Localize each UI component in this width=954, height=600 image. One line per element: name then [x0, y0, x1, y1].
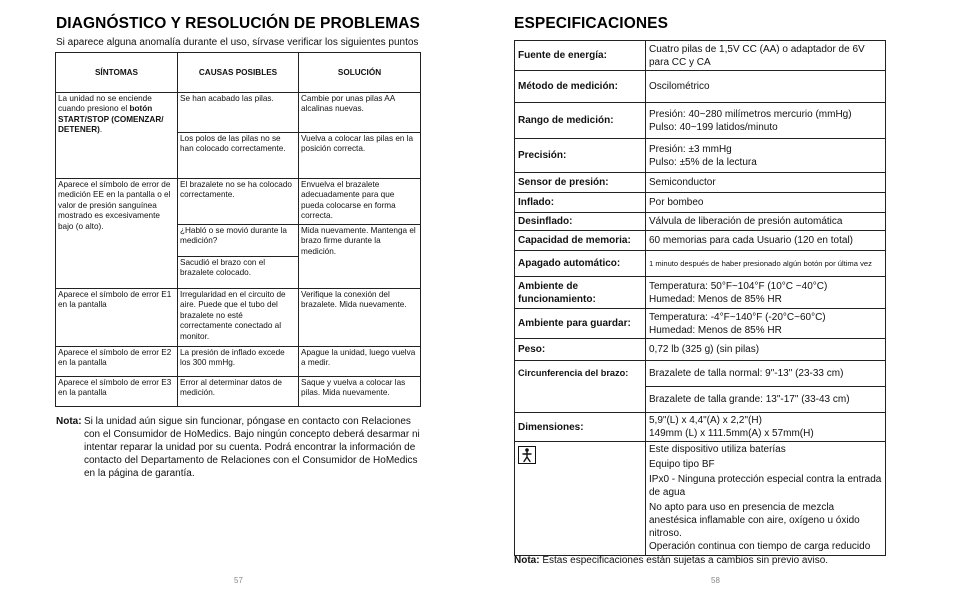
solution-cell: Cambie por unas pilas AA alcalinas nuevas. [299, 93, 421, 133]
spec-row [515, 251, 886, 277]
spec-value: 0,72 lb (325 g) (sin pilas) [646, 339, 886, 361]
spec-label: Precisión: [515, 139, 646, 173]
spec-value-line: Temperatura: 50°F~104°F (10°C ~40°C) [649, 280, 828, 292]
spec-value: Válvula de liberación de presión automática [646, 213, 886, 231]
spec-row [515, 213, 886, 231]
bf-line: Este dispositivo utiliza baterías [649, 444, 786, 455]
spec-value-line: Presión: ±3 mmHg [649, 143, 732, 155]
solution-cell: Verifique la conexión del brazalete. Mida nuevamente. [299, 289, 421, 347]
table-row [56, 93, 421, 133]
bf-description [646, 442, 886, 556]
spec-label: Fuente de energía: [515, 41, 646, 71]
table-row [56, 179, 421, 225]
spec-row [515, 277, 886, 309]
symptom-cell: Aparece el símbolo de error E3 en la pantalla [56, 377, 178, 407]
symptom-cell: Aparece el símbolo de error de medición EE en la pantalla o el valor de presión sanguínea mostrado es excesivamente bajo (o alto). [56, 179, 178, 289]
spec-row [515, 413, 886, 442]
spec-value-line: Temperatura: -4°F~140°F (-20°C~60°C) [649, 311, 826, 323]
spec-value [646, 277, 886, 309]
cause-cell: Irregularidad en el circuito de aire. Puede que el tubo del brazalete no esté correctamente conectado al monitor. [178, 289, 299, 347]
spec-value: Semiconductor [646, 173, 886, 193]
spec-row [515, 231, 886, 251]
cause-cell: Error al determinar datos de medición. [178, 377, 299, 407]
spec-value-line: Pulso: ±5% de la lectura [649, 156, 757, 168]
solution-cell: Mida nuevamente. Mantenga el brazo firme durante la medición. [299, 225, 421, 289]
symptom-text-end: . [99, 125, 103, 135]
spec-row [515, 103, 886, 139]
symptom-cell: Aparece el símbolo de error E1 en la pantalla [56, 289, 178, 347]
page-number: 58 [711, 576, 720, 585]
spec-label: Capacidad de memoria: [515, 231, 646, 251]
spec-row [515, 442, 886, 556]
spec-row [515, 309, 886, 339]
spec-value-line: Humedad: Menos de 85% HR [649, 324, 782, 336]
cause-cell: Sacudió el brazo con el brazalete colocado. [178, 257, 299, 289]
solution-cell: Apague la unidad, luego vuelva a medir. [299, 347, 421, 377]
solution-cell: Saque y vuelva a colocar las pilas. Mida nuevamente. [299, 377, 421, 407]
header-causes: CAUSAS POSIBLES [178, 53, 299, 93]
cause-cell: ¿Habló o se movió durante la medición? [178, 225, 299, 257]
note-label: Nota: [56, 416, 82, 427]
spec-value: Cuatro pilas de 1,5V CC (AA) o adaptador de 6V para CC y CA [646, 41, 886, 71]
spec-value [646, 139, 886, 173]
spec-value-line: 149mm (L) x 111.5mm(A) x 57mm(H) [649, 428, 814, 439]
solution-cell: Vuelva a colocar las pilas en la posición correcta. [299, 133, 421, 179]
troubleshooting-heading: DIAGNÓSTICO Y RESOLUCIÓN DE PROBLEMAS [56, 15, 420, 32]
specifications-heading: ESPECIFICACIONES [514, 15, 669, 32]
spec-label: Método de medición: [515, 71, 646, 103]
note-text: Estas especificaciones están sujetas a cambios sin previo aviso. [542, 555, 829, 566]
spec-label: Inflado: [515, 193, 646, 213]
spec-value [646, 103, 886, 139]
cause-cell: La presión de inflado excede los 300 mmHg. [178, 347, 299, 377]
table-row [56, 377, 421, 407]
spec-value-line: Humedad: Menos de 85% HR [649, 293, 782, 305]
spec-value: Brazalete de talla normal: 9"-13" (23-33 cm) [646, 361, 886, 387]
note-text: Si la unidad aún sigue sin funcionar, póngase en contacto con Relaciones con el Consumidor de HoMedics. Bajo ningún concepto deberá desarmar ni intentar reparar la unidad por su cuenta. Podrá encontrar la información de contacto del Departamento de Relaciones con el Consumidor de HoMedics en la página de garantía. [84, 416, 420, 479]
spec-value: 60 memorias para cada Usuario (120 en total) [646, 231, 886, 251]
bf-line: Operación continua con tiempo de carga reducido [649, 541, 871, 552]
spec-row [515, 173, 886, 193]
solution-cell: Envuelva el brazalete adecuadamente para que pueda colocarse en forma correcta. [299, 179, 421, 225]
symptom-cell [56, 93, 178, 179]
spec-value-line: Presión: 40~280 milímetros mercurio (mmHg) [649, 108, 852, 120]
spec-label: Desinflado: [515, 213, 646, 231]
bf-icon-cell [515, 442, 646, 556]
spec-value [646, 413, 886, 442]
spec-value-line: 5,9"(L) x 4,4"(A) x 2,2"(H) [649, 415, 762, 426]
table-row [56, 289, 421, 347]
spec-label: Peso: [515, 339, 646, 361]
spec-row [515, 361, 886, 387]
bf-line: IPx0 - Ninguna protección especial contra la entrada de agua [649, 474, 882, 498]
spec-value: Por bombeo [646, 193, 886, 213]
spec-row [515, 193, 886, 213]
specifications-table [514, 40, 886, 556]
table-header-row [56, 53, 421, 93]
table-row [56, 347, 421, 377]
spec-label: Ambiente para guardar: [515, 309, 646, 339]
bf-line: Equipo tipo BF [649, 459, 715, 470]
spec-row [515, 71, 886, 103]
symptom-button-name: botón START/STOP (COMENZAR/ DETENER) [58, 104, 164, 135]
spec-label: Rango de medición: [515, 103, 646, 139]
header-solution: SOLUCIÓN [299, 53, 421, 93]
cause-cell: El brazalete no se ha colocado correctamente. [178, 179, 299, 225]
header-symptoms: SÍNTOMAS [56, 53, 178, 93]
spec-value [646, 309, 886, 339]
spec-value: 1 minuto después de haber presionado algún botón por última vez [646, 251, 886, 277]
spec-row [515, 339, 886, 361]
spec-value: Brazalete de talla grande: 13"-17" (33-43 cm) [646, 387, 886, 413]
spec-label: Apagado automático: [515, 251, 646, 277]
symptom-text: La unidad no se enciende cuando presiono el [58, 94, 152, 114]
spec-label: Ambiente de funcionamiento: [515, 277, 646, 309]
spec-label: Dimensiones: [515, 413, 646, 442]
specifications-note [514, 555, 828, 566]
cause-cell: Se han acabado las pilas. [178, 93, 299, 133]
troubleshooting-note [56, 415, 426, 480]
right-page [477, 0, 954, 600]
spec-label: Circunferencia del brazo: [515, 361, 646, 413]
type-bf-person-icon [518, 446, 536, 464]
spec-label: Sensor de presión: [515, 173, 646, 193]
bf-line: No apto para uso en presencia de mezcla anestésica inflamable con aire, oxígeno u óxido nitroso. [649, 502, 860, 539]
spec-row [515, 139, 886, 173]
symptom-cell: Aparece el símbolo de error E2 en la pantalla [56, 347, 178, 377]
spec-value: Oscilométrico [646, 71, 886, 103]
spec-row [515, 41, 886, 71]
troubleshooting-table [55, 52, 421, 407]
cause-cell: Los polos de las pilas no se han colocado correctamente. [178, 133, 299, 179]
page-number: 57 [234, 576, 243, 585]
note-label: Nota: [514, 555, 540, 566]
troubleshooting-subtitle: Si aparece alguna anomalía durante el uso, sírvase verificar los siguientes puntos [56, 37, 419, 48]
spec-value-line: Pulso: 40~199 latidos/minuto [649, 121, 778, 133]
